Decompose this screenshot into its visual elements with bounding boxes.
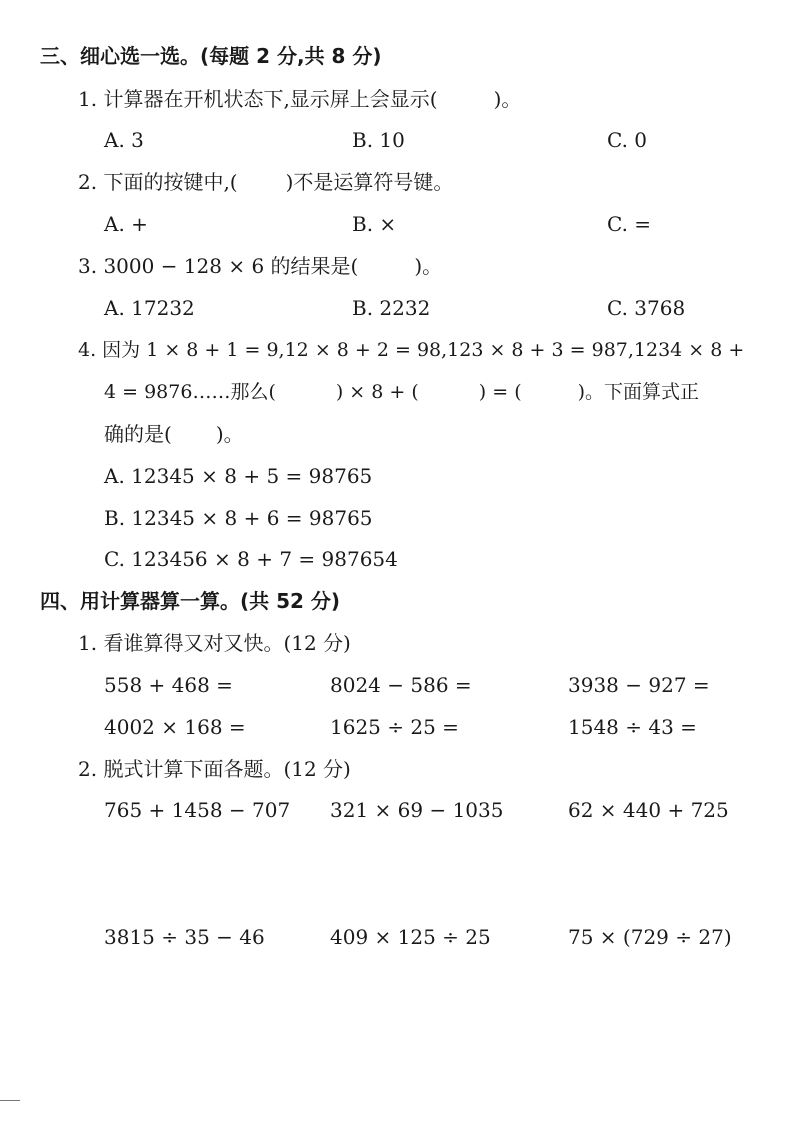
option-c: C. =	[607, 212, 652, 236]
question-4-line-2-eq: ) = (	[478, 381, 522, 403]
calc-item: 62 × 440 + 725	[568, 798, 729, 822]
margin-mark	[0, 1100, 20, 1101]
calc-item: 558 + 468 =	[104, 673, 233, 697]
calc-item: 321 × 69 − 1035	[330, 798, 504, 822]
question-4-line-2-end: )。下面算式正	[577, 381, 700, 403]
option-b: B. ×	[352, 212, 397, 236]
question-3-stem	[78, 254, 442, 278]
question-4-line-3	[104, 422, 244, 446]
part-1-title: 1. 看谁算得又对又快。(12 分)	[78, 631, 351, 655]
option-c: C. 123456 × 8 + 7 = 987654	[104, 547, 398, 571]
question-2-stem-text: 2. 下面的按键中,(	[78, 170, 238, 194]
option-a: A. 17232	[104, 296, 195, 320]
option-b: B. 12345 × 8 + 6 = 98765	[104, 506, 373, 530]
question-1-stem-end: )。	[493, 87, 522, 111]
question-2-stem	[78, 170, 453, 194]
question-2-stem-end: )不是运算符号键。	[285, 170, 454, 194]
calc-item: 3815 ÷ 35 − 46	[104, 925, 265, 949]
question-4-line-2-text: 4 = 9876……那么(	[104, 381, 276, 403]
option-b: B. 2232	[352, 296, 431, 320]
section-three-heading: 三、细心选一选。(每题 2 分,共 8 分)	[40, 44, 382, 68]
part-2-title: 2. 脱式计算下面各题。(12 分)	[78, 757, 351, 781]
calc-item: 765 + 1458 − 707	[104, 798, 291, 822]
question-1-stem-text: 1. 计算器在开机状态下,显示屏上会显示(	[78, 87, 438, 111]
question-4-line-1: 4. 因为 1 × 8 + 1 = 9,12 × 8 + 2 = 98,123 × 8 + 3 = 987,1234 × 8 +	[78, 339, 745, 361]
calc-item: 1548 ÷ 43 =	[568, 715, 697, 739]
section-four-heading: 四、用计算器算一算。(共 52 分)	[40, 589, 341, 613]
question-1-stem	[78, 87, 521, 111]
calc-item: 1625 ÷ 25 =	[330, 715, 459, 739]
question-3-stem-end: )。	[414, 254, 443, 278]
option-c: C. 0	[607, 128, 648, 152]
option-a: A. +	[104, 212, 148, 236]
question-4-line-2	[104, 380, 699, 404]
calc-item: 4002 × 168 =	[104, 715, 246, 739]
question-4-line-3-text: 确的是(	[104, 422, 172, 446]
option-b: B. 10	[352, 128, 405, 152]
option-a: A. 12345 × 8 + 5 = 98765	[104, 464, 373, 488]
question-4-line-2-mid: ) × 8 + (	[335, 381, 419, 403]
option-a: A. 3	[104, 128, 144, 152]
calc-item: 409 × 125 ÷ 25	[330, 925, 491, 949]
question-3-stem-text: 3. 3000 − 128 × 6 的结果是(	[78, 254, 359, 278]
calc-item: 3938 − 927 =	[568, 673, 710, 697]
question-4-line-3-end: )。	[215, 422, 244, 446]
calc-item: 75 × (729 ÷ 27)	[568, 925, 732, 949]
calc-item: 8024 − 586 =	[330, 673, 472, 697]
option-c: C. 3768	[607, 296, 686, 320]
